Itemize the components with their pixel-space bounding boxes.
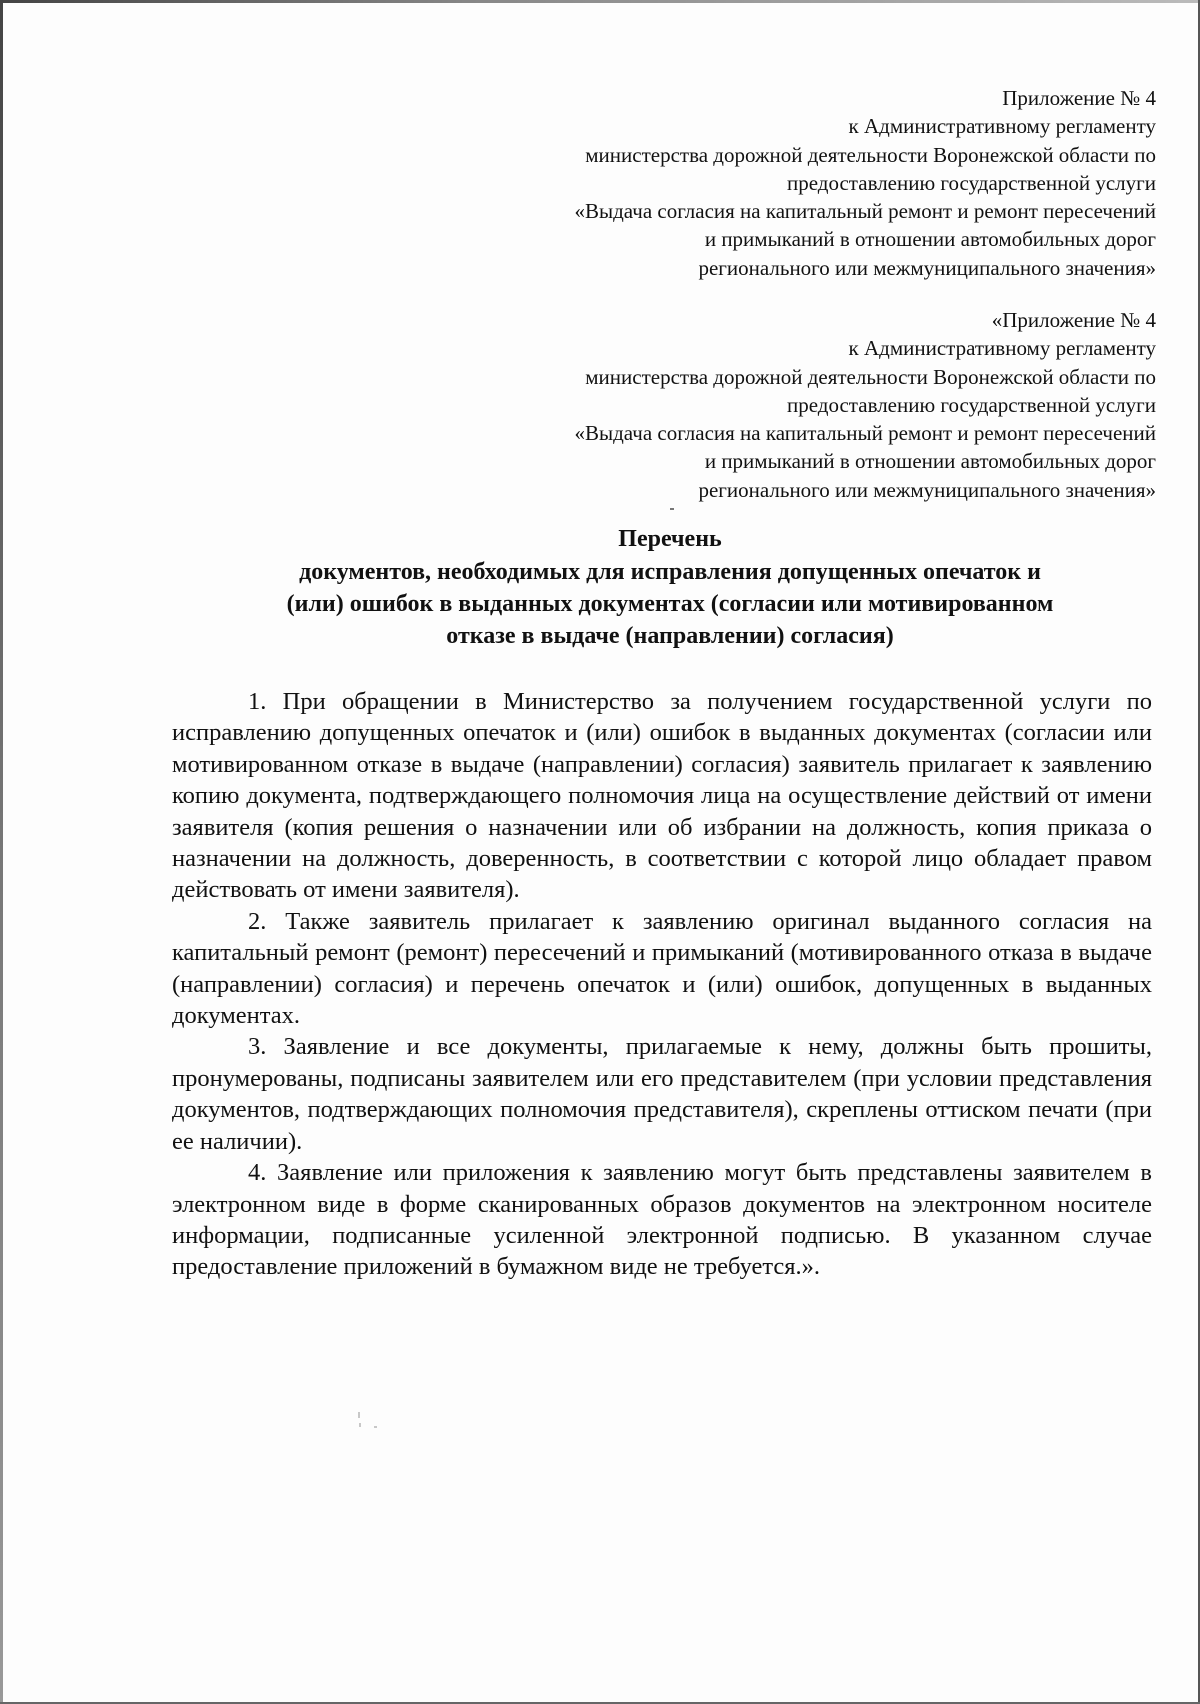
appendix-line: к Административному регламенту: [848, 336, 1156, 361]
heading-line: (или) ошибок в выданных документах (согласии или мотивированном: [286, 591, 1054, 617]
paragraph-4: 4. Заявление или приложения к заявлению могут быть представлены заявителем в электронном виде в форме сканированных образов документов на электронном носителе информации, подписанные усиленной электронной подписью. В указанном случае предоставление приложений в бумажном виде не требуется.».: [172, 1159, 1152, 1281]
paragraph-2: 2. Также заявитель прилагает к заявлению оригинал выданного согласия на капитальный ремонт (ремонт) пересечений и примыканий (мотивированного отказа в выдаче (направлении) согласия) и перечень опечаток и (или) ошибок, допущенных в выданных документах.: [172, 907, 1152, 1030]
appendix-line: министерства дорожной деятельности Воронежской области по: [585, 142, 1156, 167]
document-heading: [170, 523, 1170, 652]
scan-specks: [356, 1410, 386, 1435]
heading-title: Перечень: [618, 526, 722, 552]
appendix-header-new: [396, 306, 1156, 504]
scan-edge-top: [0, 0, 1200, 3]
appendix-header-original: [396, 84, 1156, 282]
heading-line: отказе в выдаче (направлении) согласия): [446, 623, 894, 649]
heading-line: документов, необходимых для исправления допущенных опечаток и: [299, 559, 1041, 585]
appendix-line: «Приложение № 4: [991, 308, 1156, 332]
scan-edge-left: [0, 0, 3, 1704]
paragraph-3: 3. Заявление и все документы, прилагаемые к нему, должны быть прошиты, пронумерованы, подписаны заявителем или его представителем (при условии представления документов, подтверждающих полномочия представителя), скреплены оттиском печати (при ее наличии).: [172, 1033, 1152, 1155]
appendix-line: регионального или межмуниципального значения»: [698, 477, 1156, 502]
appendix-line: «Выдача согласия на капитальный ремонт и ремонт пересечений: [574, 199, 1156, 224]
appendix-line: регионального или межмуниципального значения»: [698, 255, 1156, 280]
scan-mark: [670, 508, 674, 510]
appendix-line: министерства дорожной деятельности Воронежской области по: [585, 364, 1156, 389]
appendix-line: к Административному регламенту: [848, 114, 1156, 139]
appendix-line: и примыканий в отношении автомобильных дорог: [704, 449, 1156, 474]
appendix-line: Приложение № 4: [1002, 86, 1156, 110]
appendix-line: предоставлению государственной услуги: [787, 170, 1156, 195]
appendix-line: предоставлению государственной услуги: [787, 392, 1156, 417]
appendix-line: и примыканий в отношении автомобильных дорог: [704, 227, 1156, 252]
paragraph-1: 1. При обращении в Министерство за получением государственной услуги по исправлению допущенных опечаток и (или) ошибок в выданных документах (согласии или мотивированном отказе в выдаче (направлении) согласия) заявитель прилагает к заявлению копию документа, подтверждающего полномочия лица на осуществление действий от имени заявителя (копия решения о назначении или об избрании на должность, копия приказа о назначении на должность, доверенность, в соответствии с которой лицо обладает правом действовать от имени заявителя).: [172, 688, 1152, 904]
appendix-line: «Выдача согласия на капитальный ремонт и ремонт пересечений: [574, 421, 1156, 446]
document-body: [172, 686, 1152, 1283]
